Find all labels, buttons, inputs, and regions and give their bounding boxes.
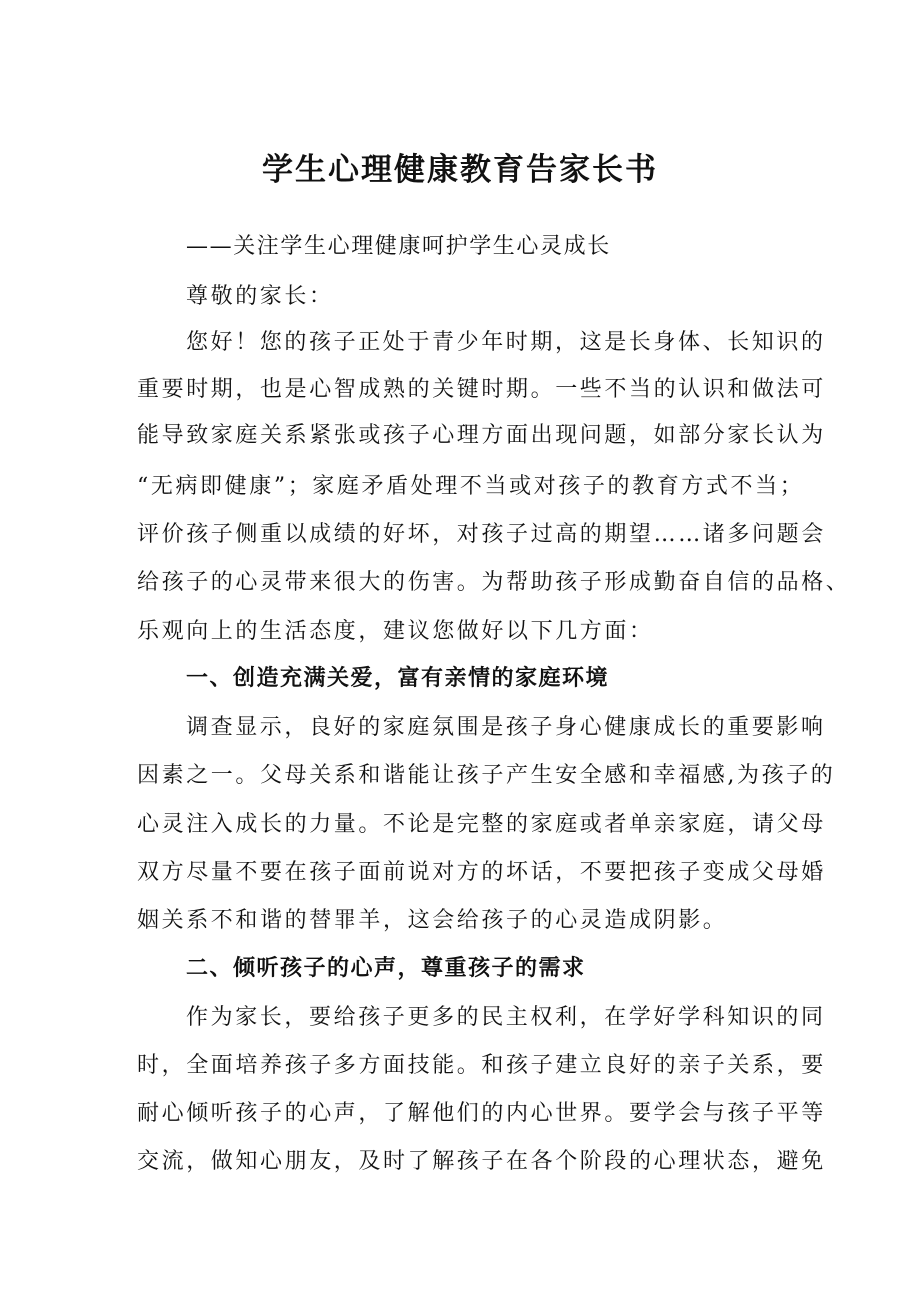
section2-line: 耐心倾听孩子的心声，了解他们的内心世界。要学会与孩子平等	[137, 1101, 826, 1126]
intro-line: 乐观向上的生活态度，建议您做好以下几方面：	[137, 619, 654, 644]
section2-line: 作为家长，要给孩子更多的民主权利，在学好学科知识的同	[186, 1005, 826, 1030]
section2-line: 时，全面培养孩子多方面技能。和孩子建立良好的亲子关系，要	[137, 1053, 826, 1078]
document-subtitle: ——关注学生心理健康呵护学生心灵成长	[186, 234, 611, 259]
intro-line: 给孩子的心灵带来很大的伤害。为帮助孩子形成勤奋自信的品格、	[137, 570, 851, 595]
section1-line: 调查显示，良好的家庭氛围是孩子身心健康成长的重要影响	[186, 715, 826, 740]
intro-line: “无病即健康”；家庭矛盾处理不当或对孩子的教育方式不当；	[137, 474, 805, 499]
salutation: 尊敬的家长：	[186, 284, 334, 309]
section1-line: 姻关系不和谐的替罪羊，这会给孩子的心灵造成阴影。	[137, 908, 728, 933]
section2-line: 交流，做知心朋友，及时了解孩子在各个阶段的心理状态，避免	[137, 1149, 826, 1174]
intro-line: 评价孩子侧重以成绩的好坏，对孩子过高的期望……诸多问题会	[137, 522, 826, 547]
section1-line: 因素之一。父母关系和谐能让孩子产生安全感和幸福感,为孩子的	[137, 763, 836, 788]
intro-line: 重要时期，也是心智成熟的关键时期。一些不当的认识和做法可	[137, 377, 826, 402]
section-heading-2: 二、倾听孩子的心声，尊重孩子的需求	[186, 956, 586, 981]
section-heading-1: 一、创造充满关爱，富有亲情的家庭环境	[186, 666, 610, 691]
document-title: 学生心理健康教育告家长书	[262, 152, 658, 188]
section1-line: 双方尽量不要在孩子面前说对方的坏话，不要把孩子变成父母婚	[137, 860, 826, 885]
intro-line: 能导致家庭关系紧张或孩子心理方面出现问题，如部分家长认为	[137, 423, 826, 448]
intro-line: 您好！您的孩子正处于青少年时期，这是长身体、长知识的	[186, 330, 826, 355]
section1-line: 心灵注入成长的力量。不论是完整的家庭或者单亲家庭，请父母	[137, 812, 826, 837]
